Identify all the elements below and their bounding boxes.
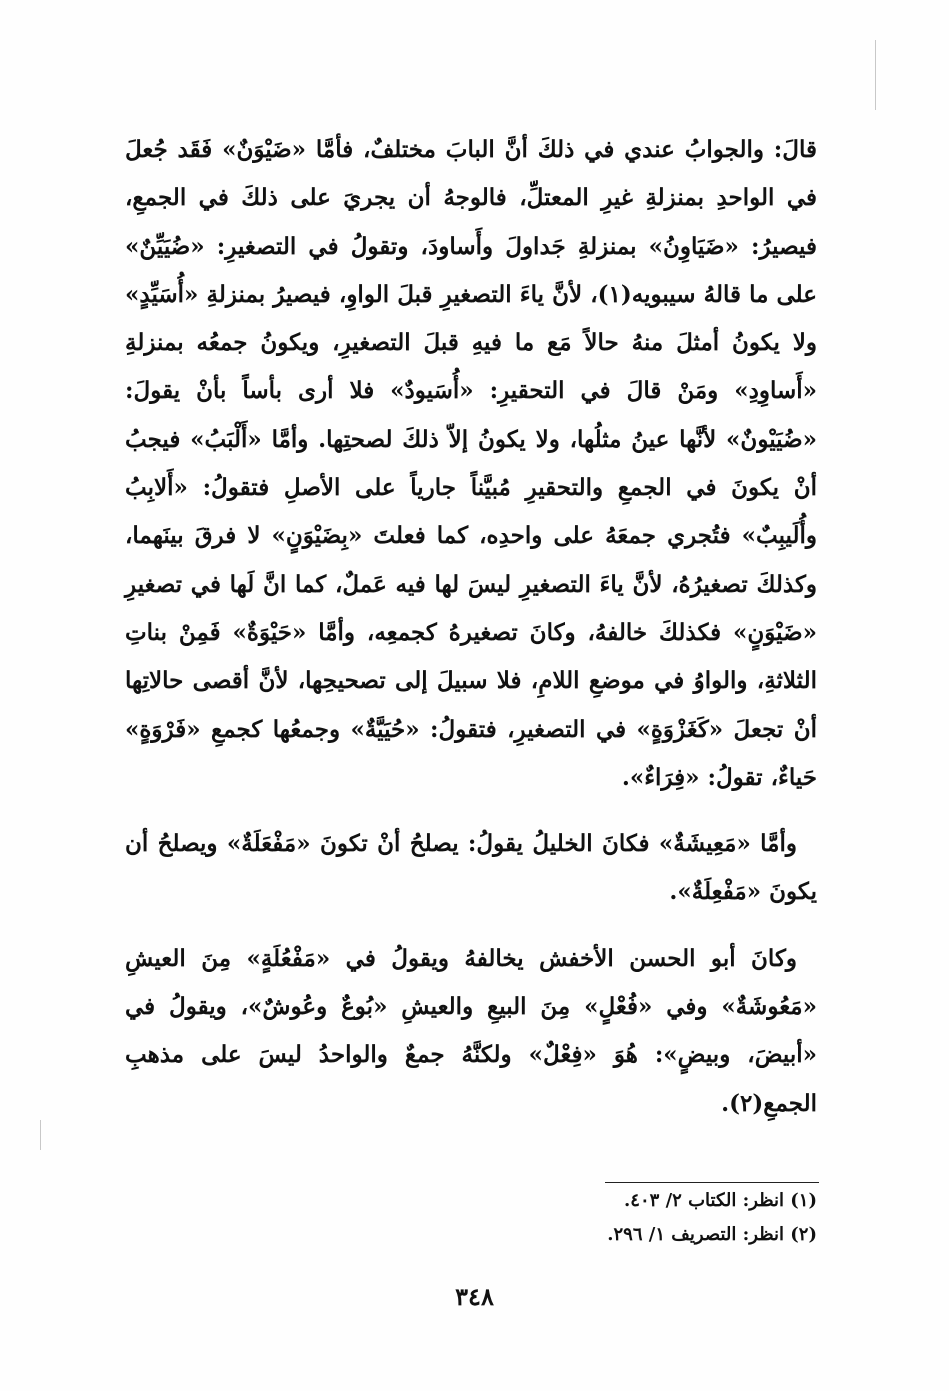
main-text [125,126,817,1128]
scan-artifact-line [40,1120,41,1150]
footnotes [607,1184,817,1252]
footnote-2: (٢) انظر: التصريف ١/ ٢٩٦. [607,1224,817,1245]
footnote-divider [605,1182,819,1183]
paragraph-1: قالَ: والجوابُ عندي في ذلكَ أنَّ البابَ مختلفٌ، فأمَّا «ضَيْوَنٌ» فَقَد جُعلَ في الواحدِ بمنزلةِ غيرِ المعتلِّ، فالوجهُ أن يجريَ على ذلكَ في الجمعِ، فيصيرُ: «ضَيَاوِنُ» بمنزلةِ جَداولَ وأَساودَ، وتقولُ في التصغيرِ: «ضُيَيِّنٌ» على ما قالهُ سيبويه(١)، لأنَّ ياءَ التصغيرِ قبلَ الواوِ، فيصيرُ بمنزلةِ «أُسَيِّدٍ» ولا يكونُ أمثلَ منهُ حالاً مَع ما فيهِ قبلَ التصغيرِ، ويكونُ جمعُه بمنزلةِ «أَساوِدِ» ومَنْ قالَ في التحقيرِ: «أُسَيودٌ» فلا أرى بأساً بأنْ يقولَ: «ضُيَيْونٌ» لأنَّها عينُ مثلُها، ولا يكونُ إلاّ ذلكَ لصحتِها. وأمَّا «أَلْبَبُ» فيجبُ أنْ يكونَ في الجمعِ والتحقيرِ مُبيَّناً جارياً على الأصلِ فتقولُ: «أَلابِبُ وأُلَيبِبٌ» فتُجري جمعَهُ على واحدِه، كما فعلتَ «بِضَيْوَنٍ» لا فرقَ بينَهما، وكذلكَ تصغيرُهُ، لأنَّ ياءَ التصغيرِ ليسَ لها فيه عَملٌ، كما انَّ لَها في تصغيرِ «ضَيْوَنٍ» فكذلكَ خالفهُ، وكانَ تصغيرهُ كجمعِه، وأمَّا «حَيْوَةٌ» فَمِنْ بناتِ الثلاثةِ، والواوُ في موضعِ اللامِ، فلا سبيلَ إلى تصحيحِها، لأنَّ أقصى حالاتِها أنْ تجعلَ «كَغَزْوَةٍ» في التصغيرِ، فتقولُ: «حُيَيَّةٌ» وجمعُها كجمعِ «فَرْوَةٍ» حَياءٌ، تقولُ: «فِرَاءٌ». [125,136,818,791]
scan-artifact-line [875,40,876,110]
footnote-1: (١) انظر: الكتاب ٢/ ٤٠٣. [624,1190,817,1211]
paragraph-3: وكانَ أبو الحسن الأخفش يخالفهُ ويقولُ في «مَفْعُلَةٍ» مِنَ العيشِ «مَعُوشَةٌ» وفي «فُعْلٍ» مِنَ البيعِ والعيشِ «بُوعٌ وعُوشٌ»، ويقولُ في «أبيضَ، وبيضٍ»: هُوَ «فِعْلٌ» ولكنَّهُ جمعٌ والواحدُ ليسَ على مذهبِ الجمعِ(٢). [125,944,817,1117]
page-number: ٣٤٨ [455,1282,494,1311]
paragraph-2: وأمَّا «مَعِيشَةٌ» فكانَ الخليلُ يقولُ: يصلحُ أنْ تكونَ «مَفْعَلَةٌ» ويصلحُ أن يكونَ «مَفْعِلَةٌ». [125,830,817,906]
